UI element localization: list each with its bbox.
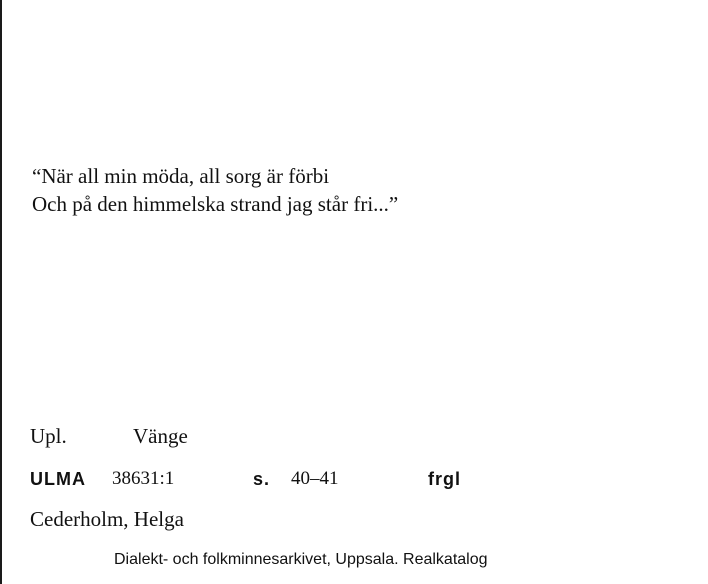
topic-code: frgl	[428, 469, 461, 489]
archive-label: ULMA	[30, 469, 86, 489]
quote-line-1: “När all min möda, all sorg är förbi	[32, 164, 330, 188]
card-left-edge	[0, 0, 2, 584]
archive-number: 38631:1	[112, 468, 175, 489]
quote-text	[32, 162, 398, 218]
page-range: 40–41	[291, 468, 339, 489]
page-label: s.	[253, 469, 271, 489]
location-row	[30, 423, 188, 449]
reference-row	[30, 466, 630, 492]
informant-name: Cederholm, Helga	[30, 507, 184, 531]
parish-label: Vänge	[133, 424, 188, 448]
footer-institution: Dialekt- och folkminnesarkivet, Uppsala. Realkatalog	[114, 551, 488, 568]
province-label: Upl.	[30, 424, 67, 448]
quote-line-2: Och på den himmelska strand jag står fri...”	[32, 192, 399, 216]
